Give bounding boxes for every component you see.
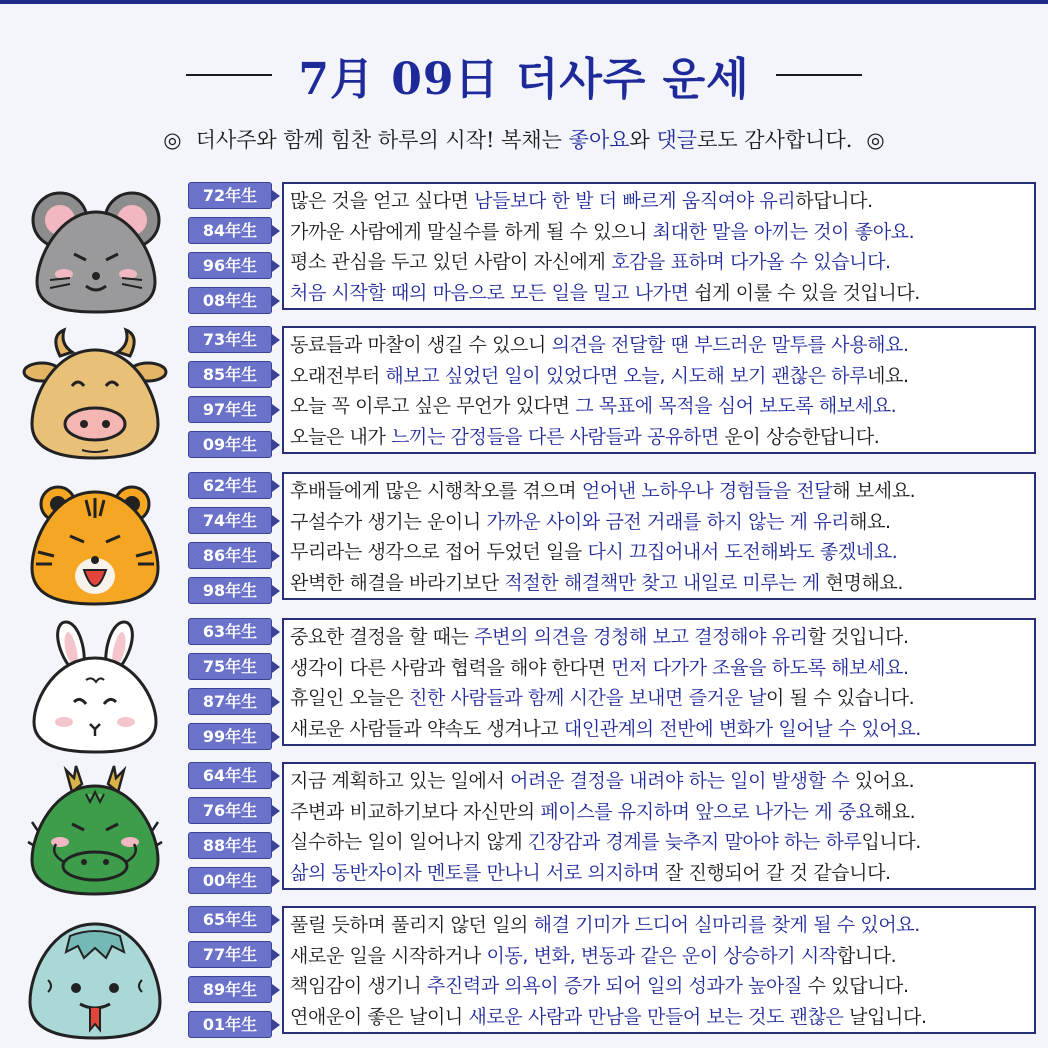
fortune-text: 네요. — [867, 364, 909, 387]
snake-icon — [20, 906, 170, 1042]
subtitle-highlight: 좋아요 — [568, 128, 630, 152]
fortune-text: 중요한 결정을 할 때는 — [290, 626, 475, 648]
birth-year-tags — [188, 182, 272, 322]
fortune-highlight: 남들보다 한 발 더 빠르게 움직여야 유리 — [474, 190, 796, 212]
fortune-highlight: 먼저 다가가 조율을 하도록 해보세요. — [611, 656, 909, 679]
fortune-text: 해 보세요. — [832, 480, 916, 502]
fortune-highlight: 페이스를 유지하며 앞으로 나가는 게 중요 — [540, 800, 874, 823]
rat-icon — [20, 182, 170, 318]
fortune-highlight: 호감을 표하며 다가올 수 있습니다. — [611, 251, 891, 273]
birth-year-tag: 75年生 — [188, 653, 272, 680]
fortune-highlight: 최대한 말을 아끼는 것이 좋아요. — [652, 220, 915, 243]
fortune-text: 해요. — [849, 510, 891, 533]
subtitle-highlight: 댓글 — [656, 128, 698, 152]
birth-year-tag: 85年生 — [188, 361, 272, 388]
fortune-highlight: 주변의 의견을 경청해 보고 결정해야 유리 — [474, 626, 808, 648]
birth-year-tag: 65年生 — [188, 906, 272, 933]
fortune-text: 가까운 사람에게 말실수를 하게 될 수 있으니 — [290, 220, 653, 243]
fortune-highlight: 삶의 동반자이자 멘토를 만나니 서로 의지하며 — [290, 861, 660, 884]
birth-year-tag: 72年生 — [188, 182, 272, 209]
fortune-line — [290, 827, 1028, 858]
fortune-highlight: 그 목표에 목적을 심어 보도록 해보세요. — [575, 395, 897, 417]
birth-year-tag: 76年生 — [188, 797, 272, 824]
birth-year-tag: 98年生 — [188, 577, 272, 604]
birth-year-tag: 99年生 — [188, 723, 272, 750]
zodiac-group — [0, 182, 1048, 318]
fortune-box — [282, 472, 1036, 600]
subtitle-text: 로도 감사합니다. — [697, 128, 853, 152]
fortune-text: 잘 진행되어 갈 것 같습니다. — [659, 861, 891, 884]
zodiac-group — [0, 472, 1048, 608]
fortune-text: 오래전부터 — [290, 364, 386, 387]
fortune-line — [290, 910, 1028, 941]
birth-year-tag: 62年生 — [188, 472, 272, 499]
fortune-line — [290, 186, 1028, 217]
fortune-line — [290, 683, 1028, 714]
fortune-text: 현명해요. — [819, 571, 903, 594]
fortune-line — [290, 858, 1028, 889]
fortune-text: 완벽한 해결을 바라기보단 — [290, 571, 505, 594]
birth-year-tag: 77年生 — [188, 941, 272, 968]
fortune-highlight: 적절한 해결책만 찾고 내일로 미루는 게 — [504, 571, 820, 594]
zodiac-group — [0, 326, 1048, 462]
fortune-box — [282, 762, 1036, 890]
fortune-line — [290, 507, 1028, 538]
birth-year-tag: 96年生 — [188, 252, 272, 279]
birth-year-tag: 86年生 — [188, 542, 272, 569]
fortune-highlight: 가까운 사이와 금전 거래를 하지 않는 게 유리 — [486, 510, 850, 533]
fortune-highlight: 해결 기미가 드디어 실마리를 찾게 될 수 있어요. — [533, 914, 920, 936]
fortune-line — [290, 622, 1028, 653]
birth-year-tags — [188, 326, 272, 466]
fortune-line — [290, 247, 1028, 278]
title-rule-left — [186, 74, 272, 76]
bullseye-icon: ◎ — [163, 128, 182, 152]
birth-year-tag: 00年生 — [188, 867, 272, 894]
fortune-text: 입니다. — [861, 831, 921, 853]
top-border — [0, 0, 1048, 4]
fortune-text: 운이 상승한답니다. — [718, 425, 880, 448]
zodiac-group — [0, 906, 1048, 1042]
fortune-text: 풀릴 듯하며 풀리지 않던 일의 — [290, 914, 534, 936]
birth-year-tag: 97年生 — [188, 396, 272, 423]
birth-year-tags — [188, 906, 272, 1046]
fortune-text: 연애운이 좋은 날이니 — [290, 1005, 469, 1028]
fortune-text: 무리라는 생각으로 접어 두었던 일을 — [290, 541, 588, 563]
fortune-box — [282, 182, 1036, 310]
fortune-highlight: 얻어낸 노하우나 경험들을 전달 — [581, 480, 833, 502]
birth-year-tag: 84年生 — [188, 217, 272, 244]
fortune-text: 생각이 다른 사람과 협력을 해야 한다면 — [290, 656, 612, 679]
fortune-line — [290, 537, 1028, 568]
fortune-line — [290, 766, 1028, 797]
fortune-line — [290, 217, 1028, 248]
fortune-text: 오늘 꼭 이루고 싶은 무언가 있다면 — [290, 395, 576, 417]
fortune-box — [282, 906, 1036, 1034]
fortune-box — [282, 618, 1036, 746]
birth-year-tag: 87年生 — [188, 688, 272, 715]
fortune-highlight: 이동, 변화, 변동과 같은 운이 상승하기 시작 — [486, 944, 837, 967]
birth-year-tag: 89年生 — [188, 976, 272, 1003]
subtitle-text: 와 — [629, 128, 657, 152]
birth-year-tag: 88年生 — [188, 832, 272, 859]
fortune-line — [290, 361, 1028, 392]
fortune-line — [290, 797, 1028, 828]
title-bar — [0, 40, 1048, 110]
fortune-text: 평소 관심을 두고 있던 사람이 자신에게 — [290, 251, 612, 273]
fortune-highlight: 어려운 결정을 내려야 하는 일이 발생할 수 — [510, 770, 850, 792]
birth-year-tag: 63年生 — [188, 618, 272, 645]
zodiac-group — [0, 762, 1048, 898]
birth-year-tag: 09年生 — [188, 431, 272, 458]
fortune-highlight: 친한 사람들과 함께 시간을 보내면 즐거운 날 — [409, 687, 767, 709]
fortune-highlight: 추진력과 의욕이 증가 되어 일의 성과가 높아질 — [426, 975, 802, 997]
fortune-text: 새로운 사람들과 약속도 생겨나고 — [290, 717, 564, 740]
fortune-text: 후배들에게 많은 시행착오를 겪으며 — [290, 480, 582, 502]
fortune-highlight: 새로운 사람과 만남을 만들어 보는 것도 괜찮은 — [468, 1005, 844, 1028]
birth-year-tags — [188, 472, 272, 612]
tiger-icon — [20, 472, 170, 608]
fortune-line — [290, 391, 1028, 422]
page-title: 7月 09日 더사주 운세 — [298, 54, 750, 105]
fortune-line — [290, 941, 1028, 972]
fortune-line — [290, 568, 1028, 599]
fortune-highlight: 긴장감과 경계를 늦추지 말아야 하는 하루 — [528, 831, 862, 853]
fortune-line — [290, 278, 1028, 309]
fortune-text: 지금 계획하고 있는 일에서 — [290, 770, 511, 792]
fortune-text: 있어요. — [849, 770, 915, 792]
fortune-text: 휴일인 오늘은 — [290, 687, 410, 709]
fortune-text: 많은 것을 얻고 싶다면 — [290, 190, 475, 212]
dragon-icon — [20, 762, 170, 898]
birth-year-tag: 64年生 — [188, 762, 272, 789]
fortune-text: 새로운 일을 시작하거나 — [290, 944, 487, 967]
fortune-highlight: 처음 시작할 때의 마음으로 모든 일을 밀고 나가면 — [290, 281, 689, 304]
fortune-line — [290, 653, 1028, 684]
fortune-box — [282, 326, 1036, 454]
birth-year-tag: 73年生 — [188, 326, 272, 353]
ox-icon — [20, 326, 170, 462]
fortune-line — [290, 330, 1028, 361]
zodiac-group — [0, 618, 1048, 754]
fortune-highlight: 다시 끄집어내서 도전해봐도 좋겠네요. — [587, 541, 898, 563]
fortune-text: 실수하는 일이 일어나지 않게 — [290, 831, 529, 853]
fortune-highlight: 느끼는 감정들을 다른 사람들과 공유하면 — [391, 425, 719, 448]
subtitle-text: 더사주와 함께 힘찬 하루의 시작! 복채는 — [195, 128, 569, 152]
fortune-text: 쉽게 이룰 수 있을 것입니다. — [688, 281, 920, 304]
fortune-text: 주변과 비교하기보다 자신만의 — [290, 800, 541, 823]
fortune-text: 날입니다. — [843, 1005, 927, 1028]
subtitle — [0, 124, 1048, 154]
fortune-text: 책임감이 생기니 — [290, 975, 427, 997]
fortune-text: 하답니다. — [795, 190, 873, 212]
fortune-text: 할 것입니다. — [807, 626, 909, 648]
title-rule-right — [776, 74, 862, 76]
birth-year-tags — [188, 618, 272, 758]
fortune-line — [290, 1002, 1028, 1033]
birth-year-tag: 01年生 — [188, 1011, 272, 1038]
fortune-text: 해요. — [873, 800, 916, 823]
fortune-text: 오늘은 내가 — [290, 425, 392, 448]
rabbit-icon — [20, 618, 170, 754]
fortune-highlight: 대인관계의 전반에 변화가 일어날 수 있어요. — [563, 717, 921, 740]
fortune-line — [290, 476, 1028, 507]
fortune-highlight: 의견을 전달할 땐 부드러운 말투를 사용해요. — [551, 334, 909, 356]
birth-year-tag: 74年生 — [188, 507, 272, 534]
bullseye-icon: ◎ — [866, 128, 885, 152]
birth-year-tag: 08年生 — [188, 287, 272, 314]
fortune-text: 이 될 수 있습니다. — [766, 687, 915, 709]
fortune-highlight: 해보고 싶었던 일이 있었다면 오늘, 시도해 보기 괜찮은 하루 — [385, 364, 868, 387]
fortune-line — [290, 971, 1028, 1002]
fortune-text: 수 있답니다. — [801, 975, 909, 997]
fortune-line — [290, 714, 1028, 745]
fortune-text: 합니다. — [836, 944, 897, 967]
fortune-line — [290, 422, 1028, 453]
birth-year-tags — [188, 762, 272, 902]
fortune-text: 구설수가 생기는 운이니 — [290, 510, 487, 533]
fortune-text: 동료들과 마찰이 생길 수 있으니 — [290, 334, 552, 356]
